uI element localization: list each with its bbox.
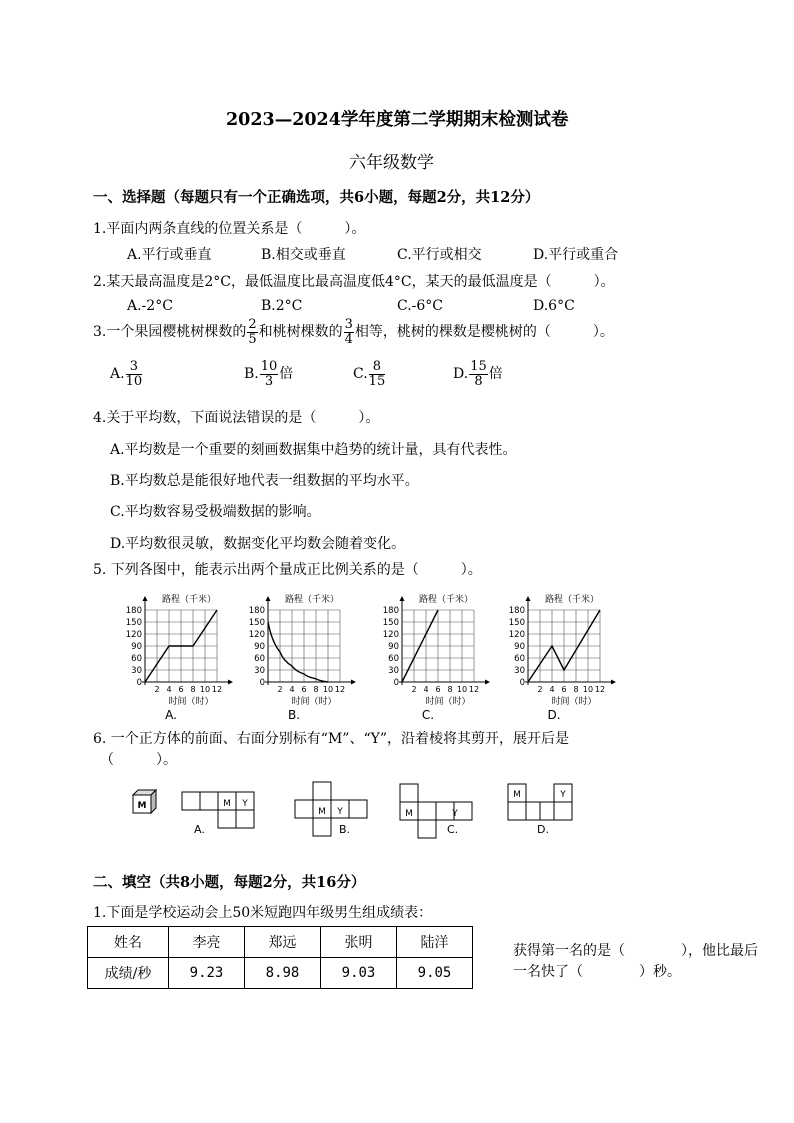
chart-letter: D.: [547, 708, 561, 722]
cube-figure: [133, 790, 156, 813]
table-cell: 9.05: [397, 958, 473, 989]
y-tick-label: 150: [125, 618, 142, 628]
y-tick-label: 120: [125, 630, 142, 640]
option-letter: C.: [353, 366, 368, 383]
section-heading-choice: 一、选择题（每题只有一个正确选项，共6小题，每题2分，共12分）: [93, 189, 540, 206]
question-1-option-b: B.相交或垂直: [261, 247, 346, 263]
y-tick-label: 90: [131, 642, 142, 652]
y-tick-label: 60: [254, 654, 265, 664]
x-tick-label: 8: [313, 685, 319, 694]
net-label-y: Y: [242, 799, 248, 809]
x-tick-label: 10: [456, 685, 468, 694]
x-tick-label: 10: [582, 685, 594, 694]
chart-d: [509, 593, 616, 722]
net-letter: B.: [339, 823, 351, 836]
question-4-stem: 4.关于平均数，下面说法错误的是（ ）。: [93, 410, 380, 426]
fraction-numerator: 10: [260, 359, 278, 374]
x-tick-label: 6: [435, 685, 441, 694]
y-tick-label: 90: [388, 642, 399, 652]
net-label-y: Y: [337, 807, 343, 817]
y-tick-label: 120: [382, 630, 399, 640]
net-letter: C.: [447, 823, 459, 836]
question-3-option-d: [453, 360, 503, 388]
y-tick-label: 150: [508, 618, 525, 628]
fill-1-question-b: 一名快了（ ）秒。: [513, 964, 681, 980]
net-label-m: M: [405, 809, 413, 819]
x-tick-label: 2: [277, 685, 283, 694]
chart-letter: C.: [421, 708, 435, 722]
x-tick-label: 2: [411, 685, 417, 694]
question-2-option-c: C.-6°C: [397, 298, 444, 314]
table-cell: 李亮: [169, 927, 245, 958]
fraction-numerator: 3: [344, 317, 353, 332]
fill-1-question-a: 获得第一名的是（ ），他比最后: [513, 943, 758, 959]
y-tick-label: 60: [131, 654, 142, 664]
section-heading-fill: 二、填空（共8小题，每题2分，共16分）: [93, 874, 366, 891]
x-axis-arrow: [228, 680, 233, 685]
net-label-m: M: [318, 807, 326, 817]
x-tick-label: 4: [549, 685, 555, 694]
question-3-stem: [93, 318, 614, 346]
y-tick-label: 120: [508, 630, 525, 640]
x-tick-label: 4: [423, 685, 429, 694]
y-axis-arrow: [266, 596, 271, 601]
y-tick-label: 60: [514, 654, 525, 664]
question-1-stem: 1.平面内两条直线的位置关系是（ ）。: [93, 221, 366, 237]
y-tick-label: 60: [388, 654, 399, 664]
q3-text-b: 和桃树棵数的: [258, 324, 343, 341]
x-tick-label: 8: [447, 685, 453, 694]
q3-text-c: 相等，桃树的棵数是樱桃树的（ ）。: [354, 324, 614, 341]
x-axis-arrow: [351, 680, 356, 685]
x-tick-label: 2: [537, 685, 543, 694]
chart-title: 路程（千米）: [544, 595, 600, 605]
x-tick-label: 8: [573, 685, 579, 694]
y-axis-arrow: [526, 596, 531, 601]
y-tick-label: 0: [259, 678, 265, 688]
question-4-option-a: A.平均数是一个重要的刻画数据集中趋势的统计量，具有代表性。: [110, 442, 517, 458]
y-tick-label: 0: [393, 678, 399, 688]
net-label-y: Y: [452, 809, 458, 819]
y-tick-label: 180: [382, 606, 399, 616]
chart-xlabel: 时间（时）: [291, 697, 337, 707]
y-tick-label: 90: [254, 642, 265, 652]
fraction-2-5: [247, 318, 257, 346]
net-d: [508, 784, 572, 836]
exam-subtitle: 六年级数学: [349, 153, 434, 173]
score-table: [87, 926, 473, 989]
table-cell: 9.03: [321, 958, 397, 989]
chart-xlabel: 时间（时）: [168, 697, 214, 707]
y-tick-label: 180: [248, 606, 265, 616]
x-tick-label: 4: [289, 685, 295, 694]
net-b: [295, 782, 367, 836]
chart-b: [249, 593, 356, 722]
table-cell: 姓名: [88, 927, 169, 958]
option-letter: B.: [244, 366, 259, 383]
table-cell: 8.98: [245, 958, 321, 989]
net-c: [400, 784, 472, 838]
fraction: [469, 360, 488, 388]
net-letter: A.: [194, 823, 205, 836]
net-letter: D.: [537, 823, 549, 836]
fraction: [126, 360, 143, 388]
net-label-m: M: [513, 790, 521, 800]
table-cell: 9.23: [169, 958, 245, 989]
question-1-option-c: C.平行或相交: [397, 247, 482, 263]
option-suffix: 倍: [488, 366, 503, 383]
question-4-option-d: D.平均数很灵敏，数据变化平均数会随着变化。: [110, 536, 406, 552]
x-tick-label: 4: [166, 685, 172, 694]
chart-title: 路程（千米）: [418, 595, 474, 605]
y-tick-label: 90: [514, 642, 525, 652]
x-tick-label: 12: [468, 685, 480, 694]
series-line: [268, 622, 328, 682]
y-tick-label: 0: [519, 678, 525, 688]
chart-title: 路程（千米）: [161, 595, 217, 605]
y-tick-label: 30: [388, 666, 399, 676]
y-tick-label: 0: [136, 678, 142, 688]
fraction-numerator: 2: [248, 317, 257, 332]
y-tick-label: 180: [125, 606, 142, 616]
question-2-stem: 2.某天最高温度是2°C，最低温度比最高温度低4°C，某天的最低温度是（ ）。: [93, 274, 615, 290]
question-6-figures: [130, 780, 580, 840]
fraction-denominator: 10: [125, 373, 143, 389]
fraction-numerator: 8: [369, 360, 386, 375]
question-1-option-a: A.平行或垂直: [127, 247, 212, 263]
fraction-denominator: 3: [264, 373, 274, 389]
y-tick-label: 180: [508, 606, 525, 616]
x-tick-label: 10: [199, 685, 211, 694]
question-2-option-b: B.2°C: [261, 298, 303, 314]
y-tick-label: 30: [254, 666, 265, 676]
fill-1-stem: 1.下面是学校运动会上50米短跑四年级男生组成绩表：: [93, 905, 433, 921]
x-axis-arrow: [611, 680, 616, 685]
fraction-3-4: [344, 318, 354, 346]
table-row: [88, 958, 473, 989]
q3-text-a: 3.一个果园樱桃树棵数的: [93, 324, 247, 341]
question-5-stem: 5. 下列各图中，能表示出两个量成正比例关系的是（ ）。: [93, 562, 482, 578]
table-cell: 郑远: [245, 927, 321, 958]
chart-letter: B.: [287, 708, 301, 722]
question-3-option-b: [244, 360, 293, 388]
x-tick-label: 10: [322, 685, 334, 694]
x-axis-arrow: [485, 680, 490, 685]
net-label-m: M: [223, 799, 231, 809]
fraction-numerator: 3: [126, 360, 143, 375]
table-cell: 张明: [321, 927, 397, 958]
x-tick-label: 6: [561, 685, 567, 694]
y-tick-label: 30: [131, 666, 142, 676]
y-tick-label: 150: [382, 618, 399, 628]
x-tick-label: 2: [154, 685, 160, 694]
cube-face-label: M: [137, 801, 147, 811]
chart-letter: A.: [165, 708, 177, 722]
question-6-line-2: （ ）。: [100, 752, 177, 768]
y-tick-label: 30: [514, 666, 525, 676]
fraction-denominator: 15: [368, 373, 386, 389]
question-4-option-b: B.平均数总是能很好地代表一组数据的平均水平。: [110, 473, 419, 489]
exam-title: 2023—2024学年度第二学期期末检测试卷: [226, 110, 569, 130]
x-tick-label: 12: [594, 685, 606, 694]
fraction-denominator: 5: [248, 331, 257, 347]
y-axis-arrow: [143, 596, 148, 601]
x-tick-label: 6: [178, 685, 184, 694]
chart-c: [383, 593, 490, 722]
table-cell: 成绩/秒: [88, 958, 169, 989]
question-4-option-c: C.平均数容易受极端数据的影响。: [110, 504, 321, 520]
x-tick-label: 6: [301, 685, 307, 694]
question-3-option-a: [110, 360, 143, 388]
y-tick-label: 150: [248, 618, 265, 628]
y-tick-label: 120: [248, 630, 265, 640]
option-letter: A.: [110, 366, 125, 383]
question-1-option-d: D.平行或重合: [533, 247, 619, 263]
option-suffix: 倍: [279, 366, 294, 383]
question-3-option-c: [353, 360, 386, 388]
net-a: [182, 792, 254, 836]
table-cell: 陆洋: [397, 927, 473, 958]
fraction: [369, 360, 386, 388]
x-tick-label: 8: [190, 685, 196, 694]
table-row: [88, 927, 473, 958]
question-6-line-1: 6. 一个正方体的前面、右面分别标有“M”、“Y”，沿着棱将其剪开，展开后是: [93, 731, 570, 747]
fraction-denominator: 4: [344, 331, 353, 347]
chart-xlabel: 时间（时）: [551, 697, 597, 707]
fraction: [260, 360, 279, 388]
fraction-denominator: 8: [474, 373, 483, 389]
chart-xlabel: 时间（时）: [425, 697, 471, 707]
x-tick-label: 12: [334, 685, 346, 694]
fraction-numerator: 15: [470, 359, 487, 374]
question-2-option-d: D.6°C: [533, 298, 575, 314]
question-2-option-a: A.-2°C: [127, 298, 173, 314]
net-label-y: Y: [560, 790, 566, 800]
x-tick-label: 12: [211, 685, 223, 694]
option-letter: D.: [453, 366, 469, 383]
question-5-charts: [100, 582, 640, 724]
chart-a: [126, 593, 233, 722]
chart-title: 路程（千米）: [284, 595, 340, 605]
y-axis-arrow: [400, 596, 405, 601]
